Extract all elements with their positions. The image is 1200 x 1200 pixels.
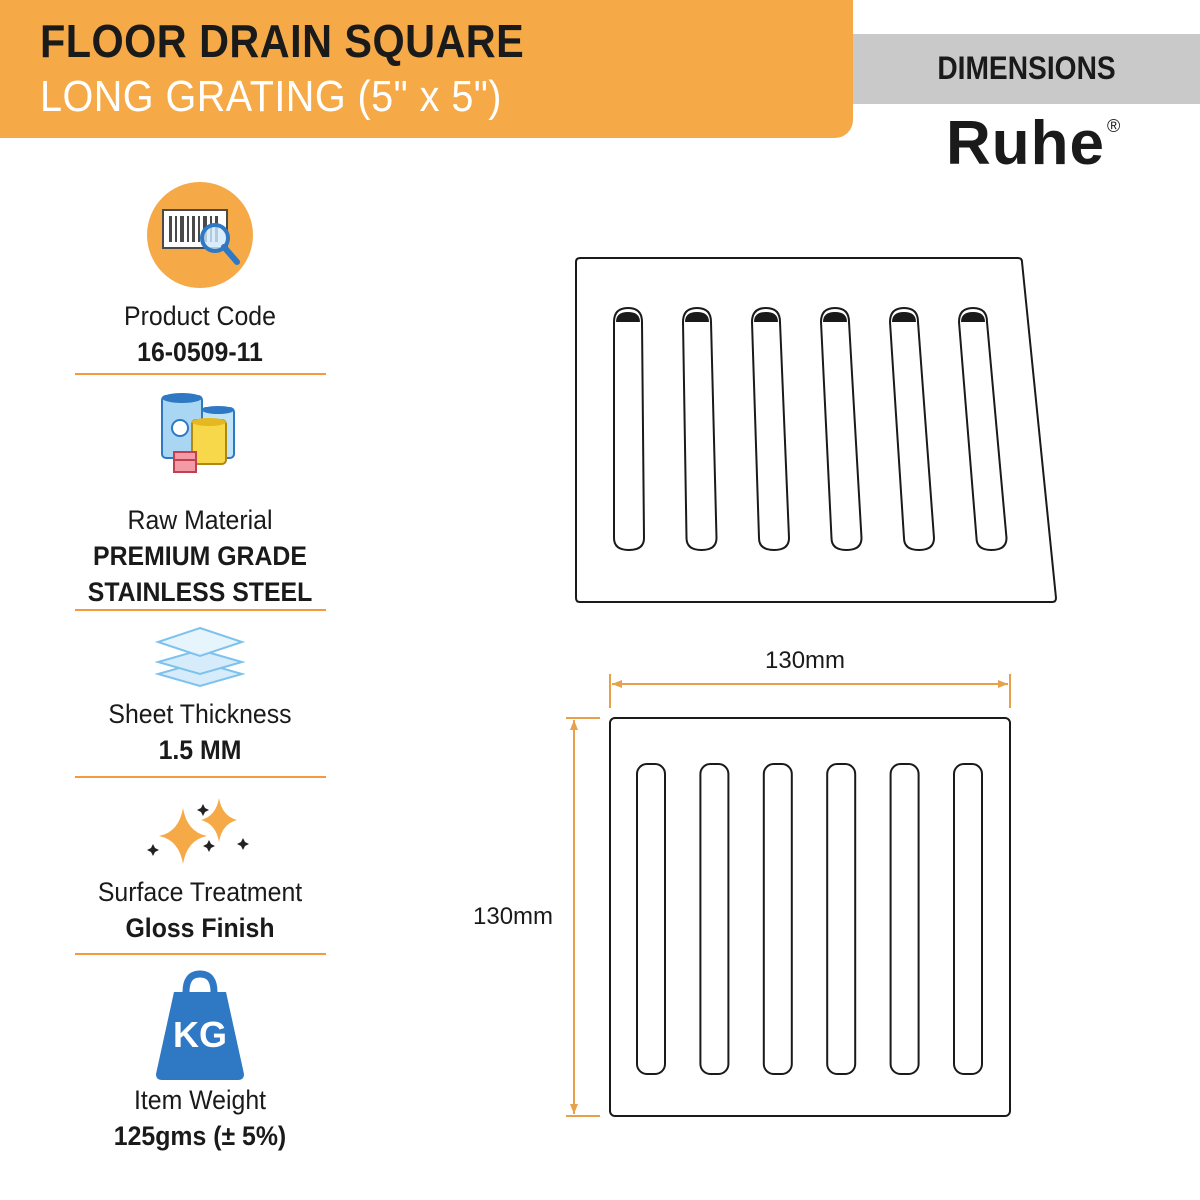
spec-value: 1.5 MM — [158, 735, 242, 765]
spec-raw-material — [75, 390, 325, 610]
grating-slot — [954, 764, 982, 1074]
spec-surface-treatment — [75, 798, 325, 946]
arrow-left-icon — [612, 680, 622, 688]
height-dimension-label: 130mm — [473, 903, 554, 930]
title-line-1: FLOOR DRAIN SQUARE — [40, 15, 525, 67]
title-line-2: LONG GRATING (5" x 5") — [40, 72, 502, 121]
width-dimension-label: 130mm — [765, 647, 846, 674]
spec-label: Raw Material — [127, 505, 273, 535]
spec-label: Product Code — [124, 301, 276, 331]
grating-perspective-drawing — [570, 252, 1070, 612]
weight-kg-icon — [150, 970, 250, 1082]
divider — [75, 373, 326, 375]
spec-value: Gloss Finish — [125, 913, 275, 943]
spec-sheet-thickness — [75, 624, 325, 768]
arrow-right-icon — [998, 680, 1008, 688]
dimensions-tab — [853, 34, 1200, 104]
brand-logo — [946, 108, 1121, 179]
brand-name: Ruhe — [946, 109, 1105, 178]
dimensions-label: DIMENSIONS — [937, 50, 1116, 86]
arrow-up-icon — [570, 720, 578, 730]
spec-label: Item Weight — [133, 1085, 267, 1115]
spec-value: PREMIUM GRADE — [93, 541, 307, 571]
spec-item-weight — [75, 970, 325, 1154]
weight-icon-text: KG — [173, 1014, 227, 1055]
spec-label: Surface Treatment — [97, 877, 303, 907]
spec-label: Sheet Thickness — [108, 699, 292, 729]
material-drums-icon — [150, 390, 250, 480]
grating-slot — [700, 764, 728, 1074]
divider — [75, 953, 326, 955]
title-banner — [0, 0, 853, 138]
grating-slot — [827, 764, 855, 1074]
registered-mark: ® — [1107, 116, 1122, 136]
spec-product-code — [75, 180, 325, 370]
grating-slot — [764, 764, 792, 1074]
sparkle-icon — [145, 798, 255, 868]
grating-slot — [891, 764, 919, 1074]
divider — [75, 776, 326, 778]
arrow-down-icon — [570, 1104, 578, 1114]
grating-slot — [637, 764, 665, 1074]
spec-value: 16-0509-11 — [137, 337, 263, 367]
barcode-magnifier-icon — [145, 180, 255, 290]
stacked-sheets-icon — [150, 624, 250, 690]
divider — [75, 609, 326, 611]
grating-outline — [610, 718, 1010, 1116]
grating-slot — [683, 308, 717, 550]
grating-front-drawing — [560, 668, 1030, 1128]
spec-value: 125gms (± 5%) — [113, 1121, 287, 1151]
grating-slot — [614, 308, 644, 550]
spec-value-line-2: STAINLESS STEEL — [87, 577, 313, 607]
